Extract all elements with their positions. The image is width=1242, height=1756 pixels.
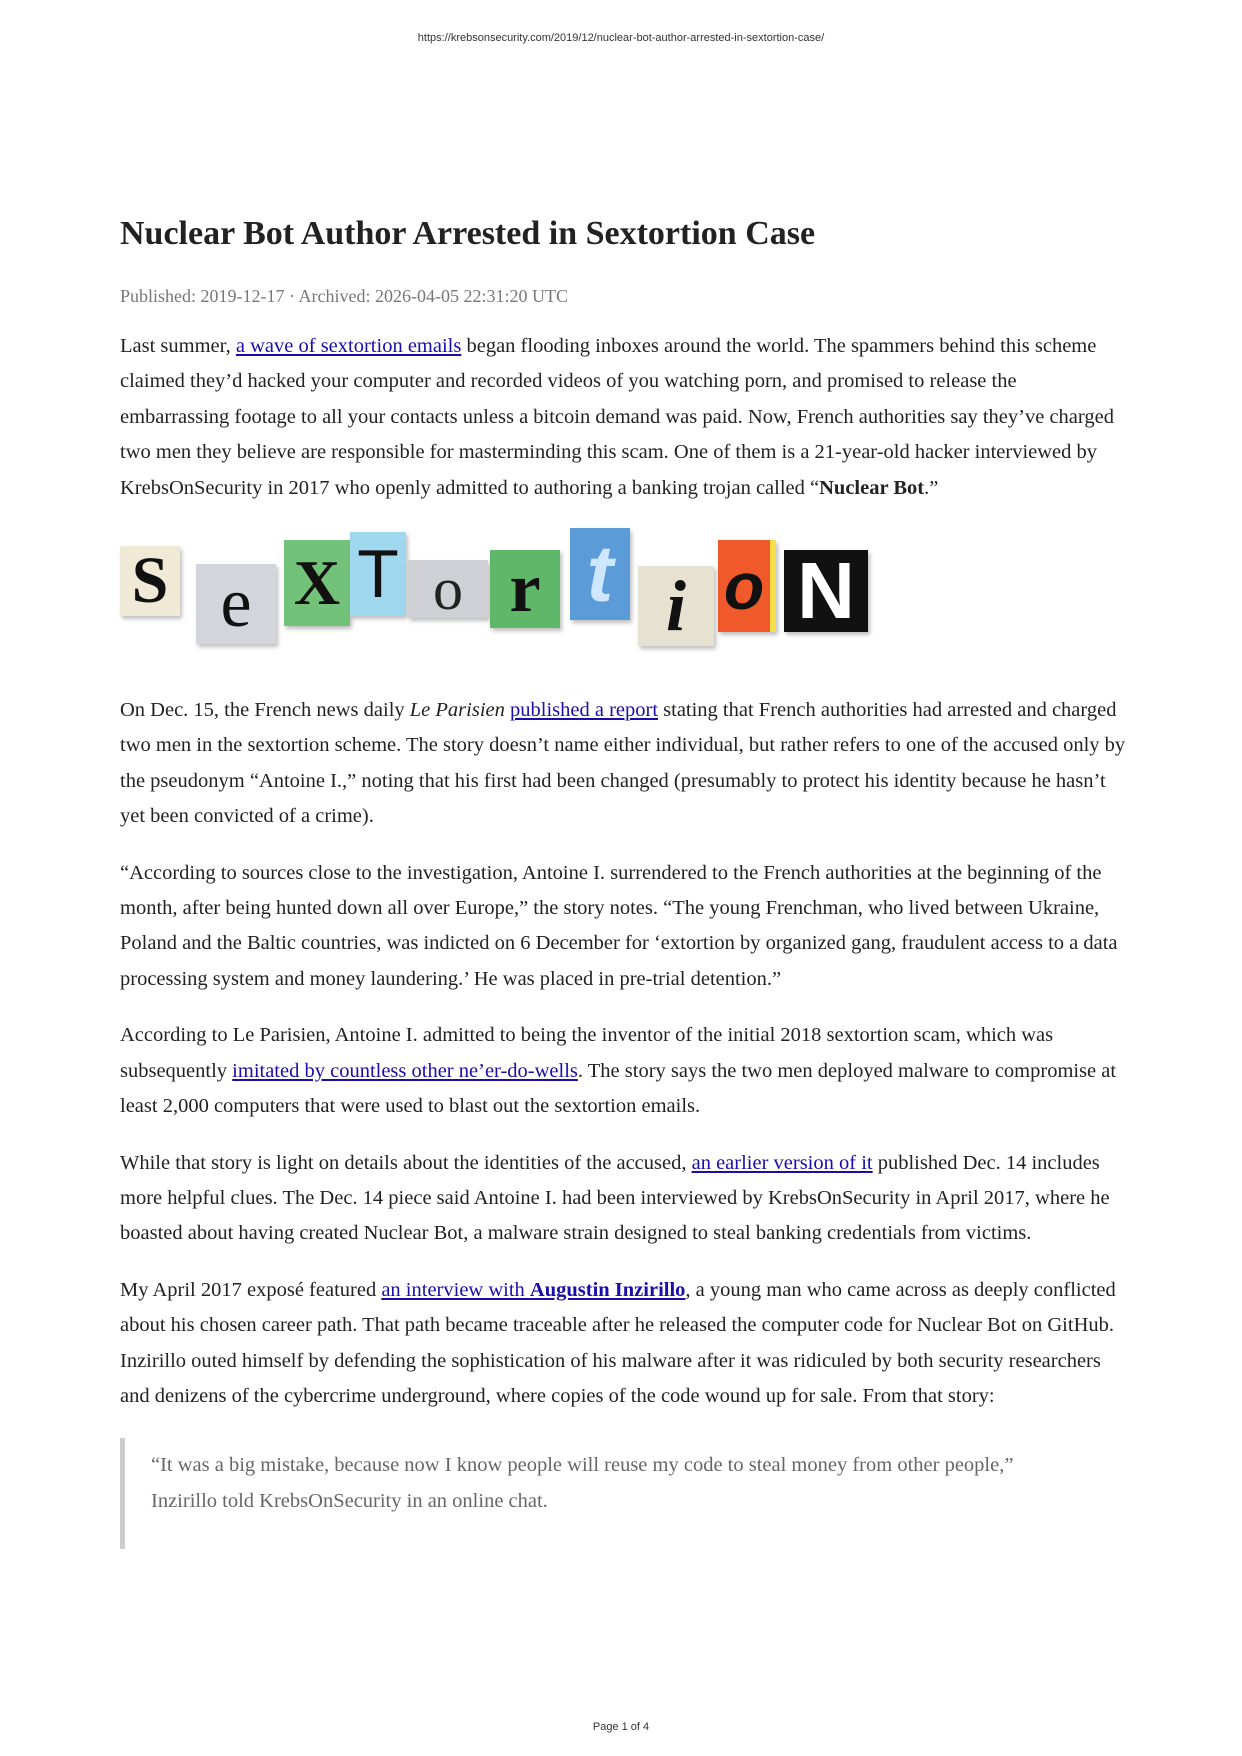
- text: published Dec. 14 includes more helpful clues. The Dec. 14 piece said Antoine I. had been interviewed by KrebsOnSecurity in April 2017, where he boasted about having created Nuclear Bot, a malware strain designed to steal banking credentials from victims.: [120, 1151, 1110, 1245]
- link-published-report[interactable]: published a report: [510, 699, 659, 722]
- letter-tile: e: [196, 564, 276, 644]
- letter-tile: t: [570, 528, 630, 620]
- link-bold-text[interactable]: Augustin Inzirillo: [529, 1278, 686, 1301]
- paragraph-4: [120, 1018, 1130, 1124]
- letter-tile: N: [784, 550, 868, 632]
- bold-text: Nuclear Bot: [819, 476, 925, 499]
- paragraph-6: [120, 1273, 1130, 1415]
- link-text[interactable]: an interview with: [381, 1278, 530, 1301]
- link-imitated[interactable]: imitated by countless other ne’er-do-wells: [232, 1059, 578, 1082]
- paragraph-5: [120, 1146, 1130, 1252]
- letter-tile: X: [284, 540, 350, 626]
- text: began flooding inboxes around the world. The spammers behind this scheme claimed they’d hacked your computer and recorded videos of you watching porn, and promised to release the embarrassing footage to all your contacts unless a bitcoin demand was paid. Now, French authorities say they’ve charged two men they believe are responsible for masterminding this scam. One of them is a 21-year-old hacker interviewed by KrebsOnSecurity in 2017 who openly admitted to authoring a banking trojan called “: [120, 335, 1114, 499]
- text: stating that French authorities had arrested and charged two men in the sextortion scheme. The story doesn’t name either individual, but rather refers to one of the accused only by the pseudonym “Antoine I.,” noting that his first had been changed (presumably to protect his identity because he hasn’t yet been convicted of a crime).: [120, 699, 1126, 828]
- text: On Dec. 15, the French news daily: [120, 699, 410, 722]
- article-title: Nuclear Bot Author Arrested in Sextortion Case: [120, 215, 816, 252]
- letter-tile: S: [120, 546, 180, 616]
- letter-tile: o: [408, 560, 488, 618]
- text: , a young man who came across as deeply conflicted about his chosen career path. That path became traceable after he released the computer code for Nuclear Bot on GitHub. Inzirillo outed himself by defending the sophistication of his malware after it was ridiculed by both security researchers and denizens of the cybercrime underground, where copies of the code wound up for sale. From that story:: [120, 1278, 1116, 1407]
- letter-tile: T: [350, 532, 406, 616]
- text: . The story says the two men deployed malware to compromise at least 2,000 computers that were used to blast out the sextortion emails.: [120, 1059, 1117, 1118]
- text: .”: [924, 476, 939, 499]
- text: While that story is light on details about the identities of the accused,: [120, 1151, 692, 1174]
- text: My April 2017 exposé featured: [120, 1278, 382, 1301]
- letter-tile: o: [718, 540, 776, 632]
- sextortion-image: [120, 528, 880, 653]
- page-url: https://krebsonsecurity.com/2019/12/nuclear-bot-author-arrested-in-sextortion-case/: [417, 32, 825, 44]
- paragraph-3: “According to sources close to the investigation, Antoine I. surrendered to the French authorities at the beginning of the month, after being hunted down all over Europe,” the story notes. “The young Frenchman, who lived between Ukraine, Poland and the Baltic countries, was indicted on 6 December for ‘extortion by organized gang, fraudulent access to a data processing system and money laundering.’ He was placed in pre-trial detention.”: [120, 861, 1118, 990]
- article-meta: Published: 2019-12-17 · Archived: 2026-04-05 22:31:20 UTC: [120, 286, 568, 306]
- paragraph-2: [120, 693, 1130, 835]
- page-number: Page 1 of 4: [592, 1721, 650, 1733]
- link-interview[interactable]: [381, 1279, 685, 1301]
- article: [120, 212, 1130, 1549]
- link-sextortion-emails[interactable]: a wave of sextortion emails: [235, 335, 462, 357]
- link-earlier-version[interactable]: an earlier version of it: [691, 1151, 873, 1174]
- text: Last summer,: [120, 335, 236, 357]
- letter-tile: i: [638, 566, 714, 646]
- blockquote: “It was a big mistake, because now I know people will reuse my code to steal money from other people,” Inzirillo told KrebsOnSecurity in an online chat.: [120, 1438, 1031, 1549]
- letter-tile: r: [490, 550, 560, 628]
- italic-text: Le Parisien: [409, 699, 505, 722]
- text: According to Le Parisien, Antoine I. admitted to being the inventor of the initial 2018 sextortion scam, which was subsequently: [120, 1024, 1054, 1082]
- paragraph-1: [120, 329, 1130, 506]
